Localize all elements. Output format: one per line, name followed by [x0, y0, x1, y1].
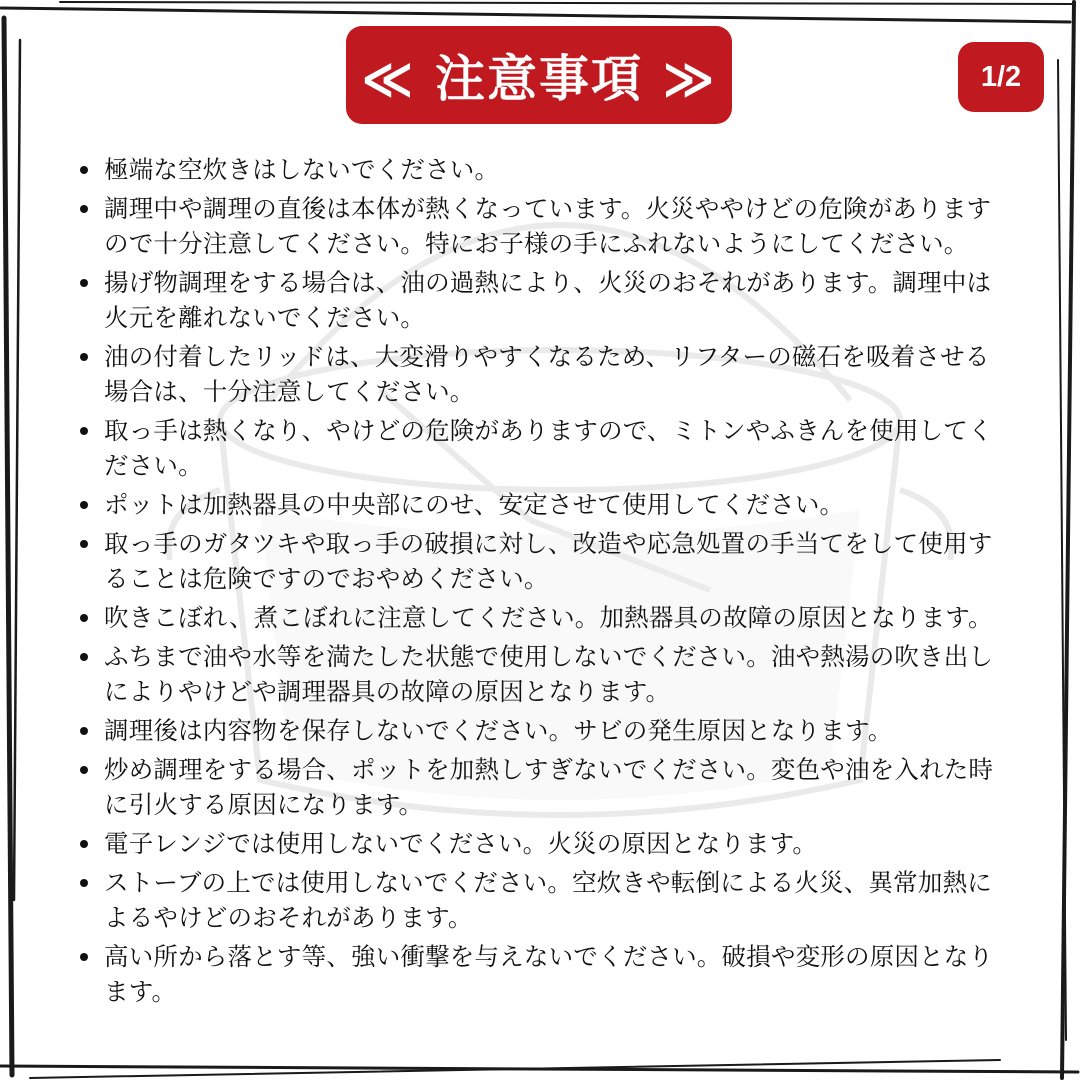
- caution-item: 電子レンジでは使用しないでください。火災の原因となります。: [72, 826, 1012, 861]
- page-title: ≪ 注意事項 ≫: [361, 50, 717, 108]
- caution-item: 調理後は内容物を保存しないでください。サビの発生原因となります。: [72, 713, 1012, 748]
- title-banner: [346, 26, 732, 124]
- caution-item: ストーブの上では使用しないでください。空炊きや転倒による火災、異常加熱によるやけどのおそれがあります。: [72, 865, 1012, 935]
- caution-item: 取っ手のガタツキや取っ手の破損に対し、改造や応急処置の手当てをして使用することは危険ですのでおやめください。: [72, 526, 1012, 596]
- caution-item: ポットは加熱器具の中央部にのせ、安定させて使用してください。: [72, 487, 1012, 522]
- caution-item: 吹きこぼれ、煮こぼれに注意してください。加熱器具の故障の原因となります。: [72, 600, 1012, 635]
- caution-item: ふちまで油や水等を満たした状態で使用しないでください。油や熱湯の吹き出しによりやけどや調理器具の故障の原因となります。: [72, 639, 1012, 709]
- caution-item: 油の付着したリッドは、大変滑りやすくなるため、リフターの磁石を吸着させる場合は、十分注意してください。: [72, 339, 1012, 409]
- caution-item: 揚げ物調理をする場合は、油の過熱により、火災のおそれがあります。調理中は火元を離れないでください。: [72, 265, 1012, 335]
- caution-item: 調理中や調理の直後は本体が熱くなっています。火災ややけどの危険がありますので十分注意してください。特にお子様の手にふれないようにしてください。: [72, 191, 1012, 261]
- caution-item: 炒め調理をする場合、ポットを加熱しすぎないでください。変色や油を入れた時に引火する原因になります。: [72, 752, 1012, 822]
- page-indicator: 1/2: [980, 60, 1022, 93]
- page-indicator-badge: [958, 42, 1044, 112]
- caution-item: 取っ手は熱くなり、やけどの危険がありますので、ミトンやふきんを使用してください。: [72, 413, 1012, 483]
- caution-list: [72, 152, 1012, 1013]
- caution-item: 極端な空炊きはしないでください。: [72, 152, 1012, 187]
- caution-item: 高い所から落とす等、強い衝撃を与えないでください。破損や変形の原因となります。: [72, 939, 1012, 1009]
